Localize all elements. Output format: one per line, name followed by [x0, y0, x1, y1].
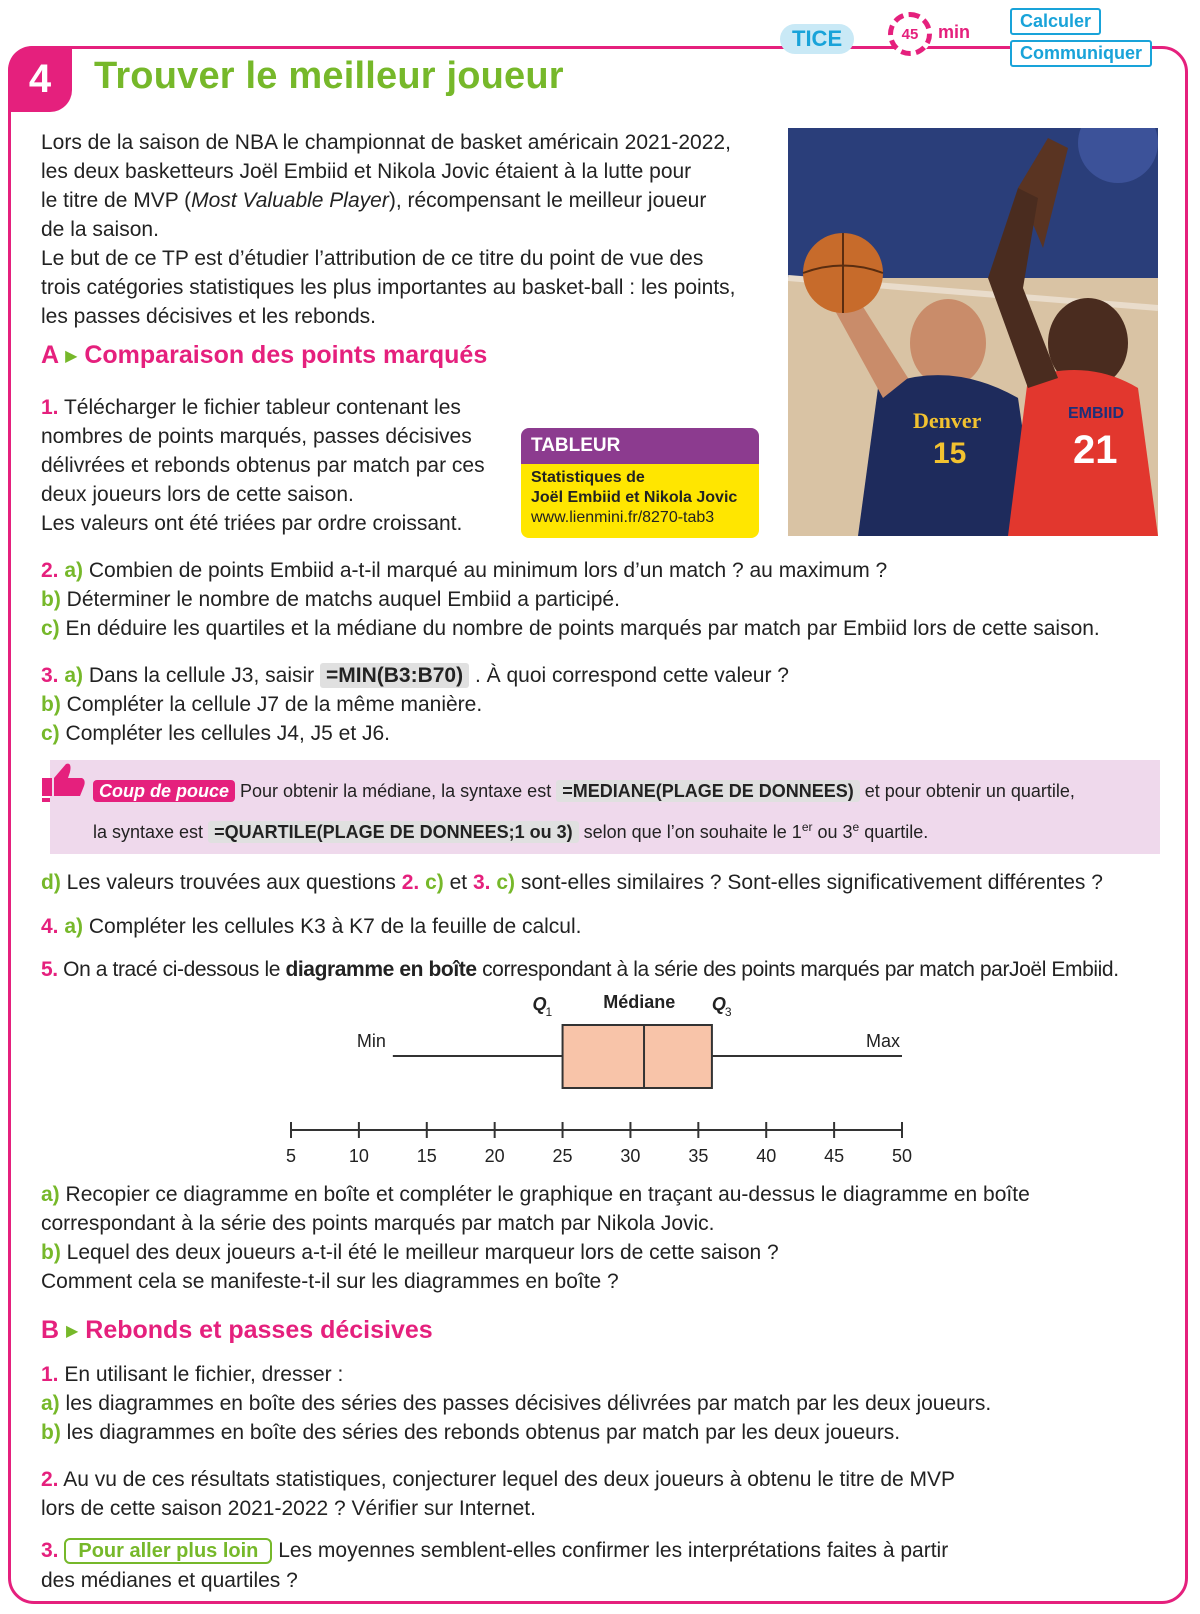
question-b3-line2: des médianes et quartiles ?	[41, 1569, 298, 1592]
timer-value: 45	[901, 25, 919, 43]
boxplot-max-label: Max	[866, 1031, 901, 1051]
question-a1	[41, 393, 511, 538]
intro-line: les deux basketteurs Joël Embiid et Nikola Jovic étaient à la lutte pour	[41, 160, 692, 183]
question-a1-line: 1. Télécharger le fichier tableur contenant les	[41, 396, 461, 419]
arrow-right-icon: ▶	[65, 348, 78, 365]
question-a3b: b) Compléter la cellule J7 de la même manière.	[41, 693, 483, 716]
boxplot-tick-label: 45	[824, 1146, 845, 1166]
question-a3c: c) Compléter les cellules J4, J5 et J6.	[41, 722, 391, 745]
page-title: Trouver le meilleur joueur	[94, 55, 564, 97]
boxplot-q3-label: Q	[711, 994, 726, 1014]
intro-line: le titre de MVP (Most Valuable Player), récompensant le meilleur joueur	[41, 189, 707, 212]
photo-jersey-team: Denver	[913, 408, 982, 433]
question-a1-line: Les valeurs ont été triées par ordre croissant.	[41, 512, 463, 535]
question-a5a-line2: correspondant à la série des points marqués par match par Nikola Jovic.	[41, 1212, 715, 1235]
question-a5ab	[41, 1180, 1159, 1296]
basketball-photo	[788, 128, 1158, 536]
section-a-letter: A	[41, 341, 59, 369]
boxplot-ticks	[286, 1122, 912, 1166]
section-b-letter: B	[41, 1316, 60, 1344]
tableur-header: TABLEUR	[521, 428, 759, 464]
question-a3a: 3. a) Dans la cellule J3, saisir =MIN(B3:B70) . À quoi correspond cette valeur ?	[41, 664, 789, 687]
boxplot-tick-label: 40	[756, 1146, 777, 1166]
boxplot-q3-sub: 3	[724, 1005, 732, 1019]
tableur-line1: Statistiques de	[531, 469, 645, 486]
timer-unit: min	[938, 22, 971, 42]
tableur-box[interactable]	[521, 428, 759, 538]
question-a3d: d) Les valeurs trouvées aux questions 2. c) et 3. c) sont-elles similaires ? Sont-elles significativement différentes ?	[41, 871, 1103, 894]
question-a1-line: délivrées et rebonds obtenus par match par ces	[41, 454, 485, 477]
question-a2	[41, 556, 1171, 643]
question-b3	[41, 1536, 1171, 1595]
photo-jersey-number-right: 21	[1073, 428, 1118, 472]
boxplot-tick-label: 20	[484, 1146, 505, 1166]
boxplot-median-label: Médiane	[603, 992, 676, 1012]
boxplot-min-label: Min	[356, 1031, 386, 1051]
question-a4: 4. a) Compléter les cellules K3 à K7 de la feuille de calcul.	[41, 915, 582, 938]
boxplot-tick-label: 15	[416, 1146, 437, 1166]
section-b-title: Rebonds et passes décisives	[85, 1316, 433, 1344]
question-a2a: 2. a) Combien de points Embiid a-t-il marqué au minimum lors d’un match ? au maximum ?	[41, 559, 888, 582]
intro-line: trois catégories statistiques les plus importantes au basket-ball : les points,	[41, 276, 736, 299]
thumbs-up-icon	[40, 760, 90, 804]
hint-text	[93, 774, 1153, 849]
boxplot-tick-label: 35	[688, 1146, 709, 1166]
question-b2	[41, 1465, 1171, 1523]
boxplot-chart	[0, 990, 1200, 1170]
section-b-heading	[41, 1316, 433, 1345]
formula-min: =MIN(B3:B70)	[320, 663, 469, 688]
boxplot-tick-label: 5	[285, 1146, 297, 1166]
question-b3-line1: 3. Pour aller plus loin Les moyennes semblent-elles confirmer les interprétations faites à partir	[41, 1539, 949, 1562]
formula-quartile: =QUARTILE(PLAGE DE DONNEES;1 ou 3)	[208, 821, 579, 843]
intro-line: de la saison.	[41, 218, 159, 241]
arrow-right-icon: ▶	[66, 1323, 79, 1340]
question-b1a: a) les diagrammes en boîte des séries des passes décisives délivrées par match par les deux joueurs.	[41, 1392, 992, 1415]
photo-jersey-name-right: EMBIID	[1068, 405, 1124, 422]
question-a5: 5. On a tracé ci-dessous le diagramme en boîte correspondant à la série des points marqués par match parJoël Embiid.	[41, 958, 1119, 981]
section-a-heading	[41, 341, 487, 370]
intro-line: Lors de la saison de NBA le championnat de basket américain 2021-2022,	[41, 131, 731, 154]
question-b2-line2: lors de cette saison 2021-2022 ? Vérifier sur Internet.	[41, 1497, 536, 1520]
question-a2c: c) En déduire les quartiles et la médiane du nombre de points marqués par match par Embiid lors de cette saison.	[41, 617, 1100, 640]
boxplot-tick-label: 30	[620, 1146, 641, 1166]
boxplot-q1-label: Q	[532, 994, 547, 1014]
tableur-line2: Joël Embiid et Nikola Jovic	[531, 489, 738, 506]
boxplot-tick-label: 25	[552, 1146, 573, 1166]
intro-line: les passes décisives et les rebonds.	[41, 305, 377, 328]
timer-icon	[888, 12, 932, 56]
question-a2b: b) Déterminer le nombre de matchs auquel Embiid a participé.	[41, 588, 620, 611]
intro-paragraph	[41, 128, 781, 331]
question-a5b-line2: Comment cela se manifeste-t-il sur les diagrammes en boîte ?	[41, 1270, 619, 1293]
hint-badge: Coup de pouce	[93, 780, 235, 802]
question-b2-line1: 2. Au vu de ces résultats statistiques, conjecturer lequel des deux joueurs à obtenu le titre de MVP	[41, 1468, 956, 1491]
intro-line: Le but de ce TP est d’étudier l’attribution de ce titre du point de vue des	[41, 247, 704, 270]
question-a1-line: nombres de points marqués, passes décisives	[41, 425, 472, 448]
question-a3	[41, 661, 1171, 748]
photo-jersey-number-left: 15	[933, 437, 967, 470]
boxplot-q1-sub: 1	[545, 1005, 553, 1019]
question-b1b: b) les diagrammes en boîte des séries des rebonds obtenus par match par les deux joueurs.	[41, 1421, 901, 1444]
question-b1	[41, 1360, 1171, 1447]
skill-communiquer: Communiquer	[1010, 40, 1152, 67]
hint-line-2: la syntaxe est =QUARTILE(PLAGE DE DONNEES;1 ou 3) selon que l’on souhaite le 1er ou 3e quartile.	[93, 820, 929, 842]
tableur-link[interactable]: www.lienmini.fr/8270-tab3	[531, 509, 715, 526]
formula-mediane: =MEDIANE(PLAGE DE DONNEES)	[556, 780, 860, 802]
tice-badge: TICE	[780, 24, 854, 54]
boxplot-tick-label: 50	[891, 1146, 913, 1166]
boxplot-tick-label: 10	[348, 1146, 369, 1166]
go-further-badge: Pour aller plus loin	[64, 1538, 272, 1564]
skill-calculer: Calculer	[1010, 8, 1101, 35]
hint-line-1: Coup de pouce Pour obtenir la médiane, la syntaxe est =MEDIANE(PLAGE DE DONNEES) et pour obtenir un quartile,	[93, 774, 1153, 808]
section-a-title: Comparaison des points marqués	[84, 341, 488, 369]
boxplot-box	[563, 1025, 712, 1088]
question-a5b: b) Lequel des deux joueurs a-t-il été le meilleur marqueur lors de cette saison ?	[41, 1241, 779, 1264]
question-a1-line: deux joueurs lors de cette saison.	[41, 483, 354, 506]
question-a5a: a) Recopier ce diagramme en boîte et compléter le graphique en traçant au-dessus le diagramme en boîte	[41, 1183, 1030, 1206]
question-b1-intro: 1. En utilisant le fichier, dresser :	[41, 1363, 344, 1386]
exercise-number: 4	[8, 46, 72, 112]
